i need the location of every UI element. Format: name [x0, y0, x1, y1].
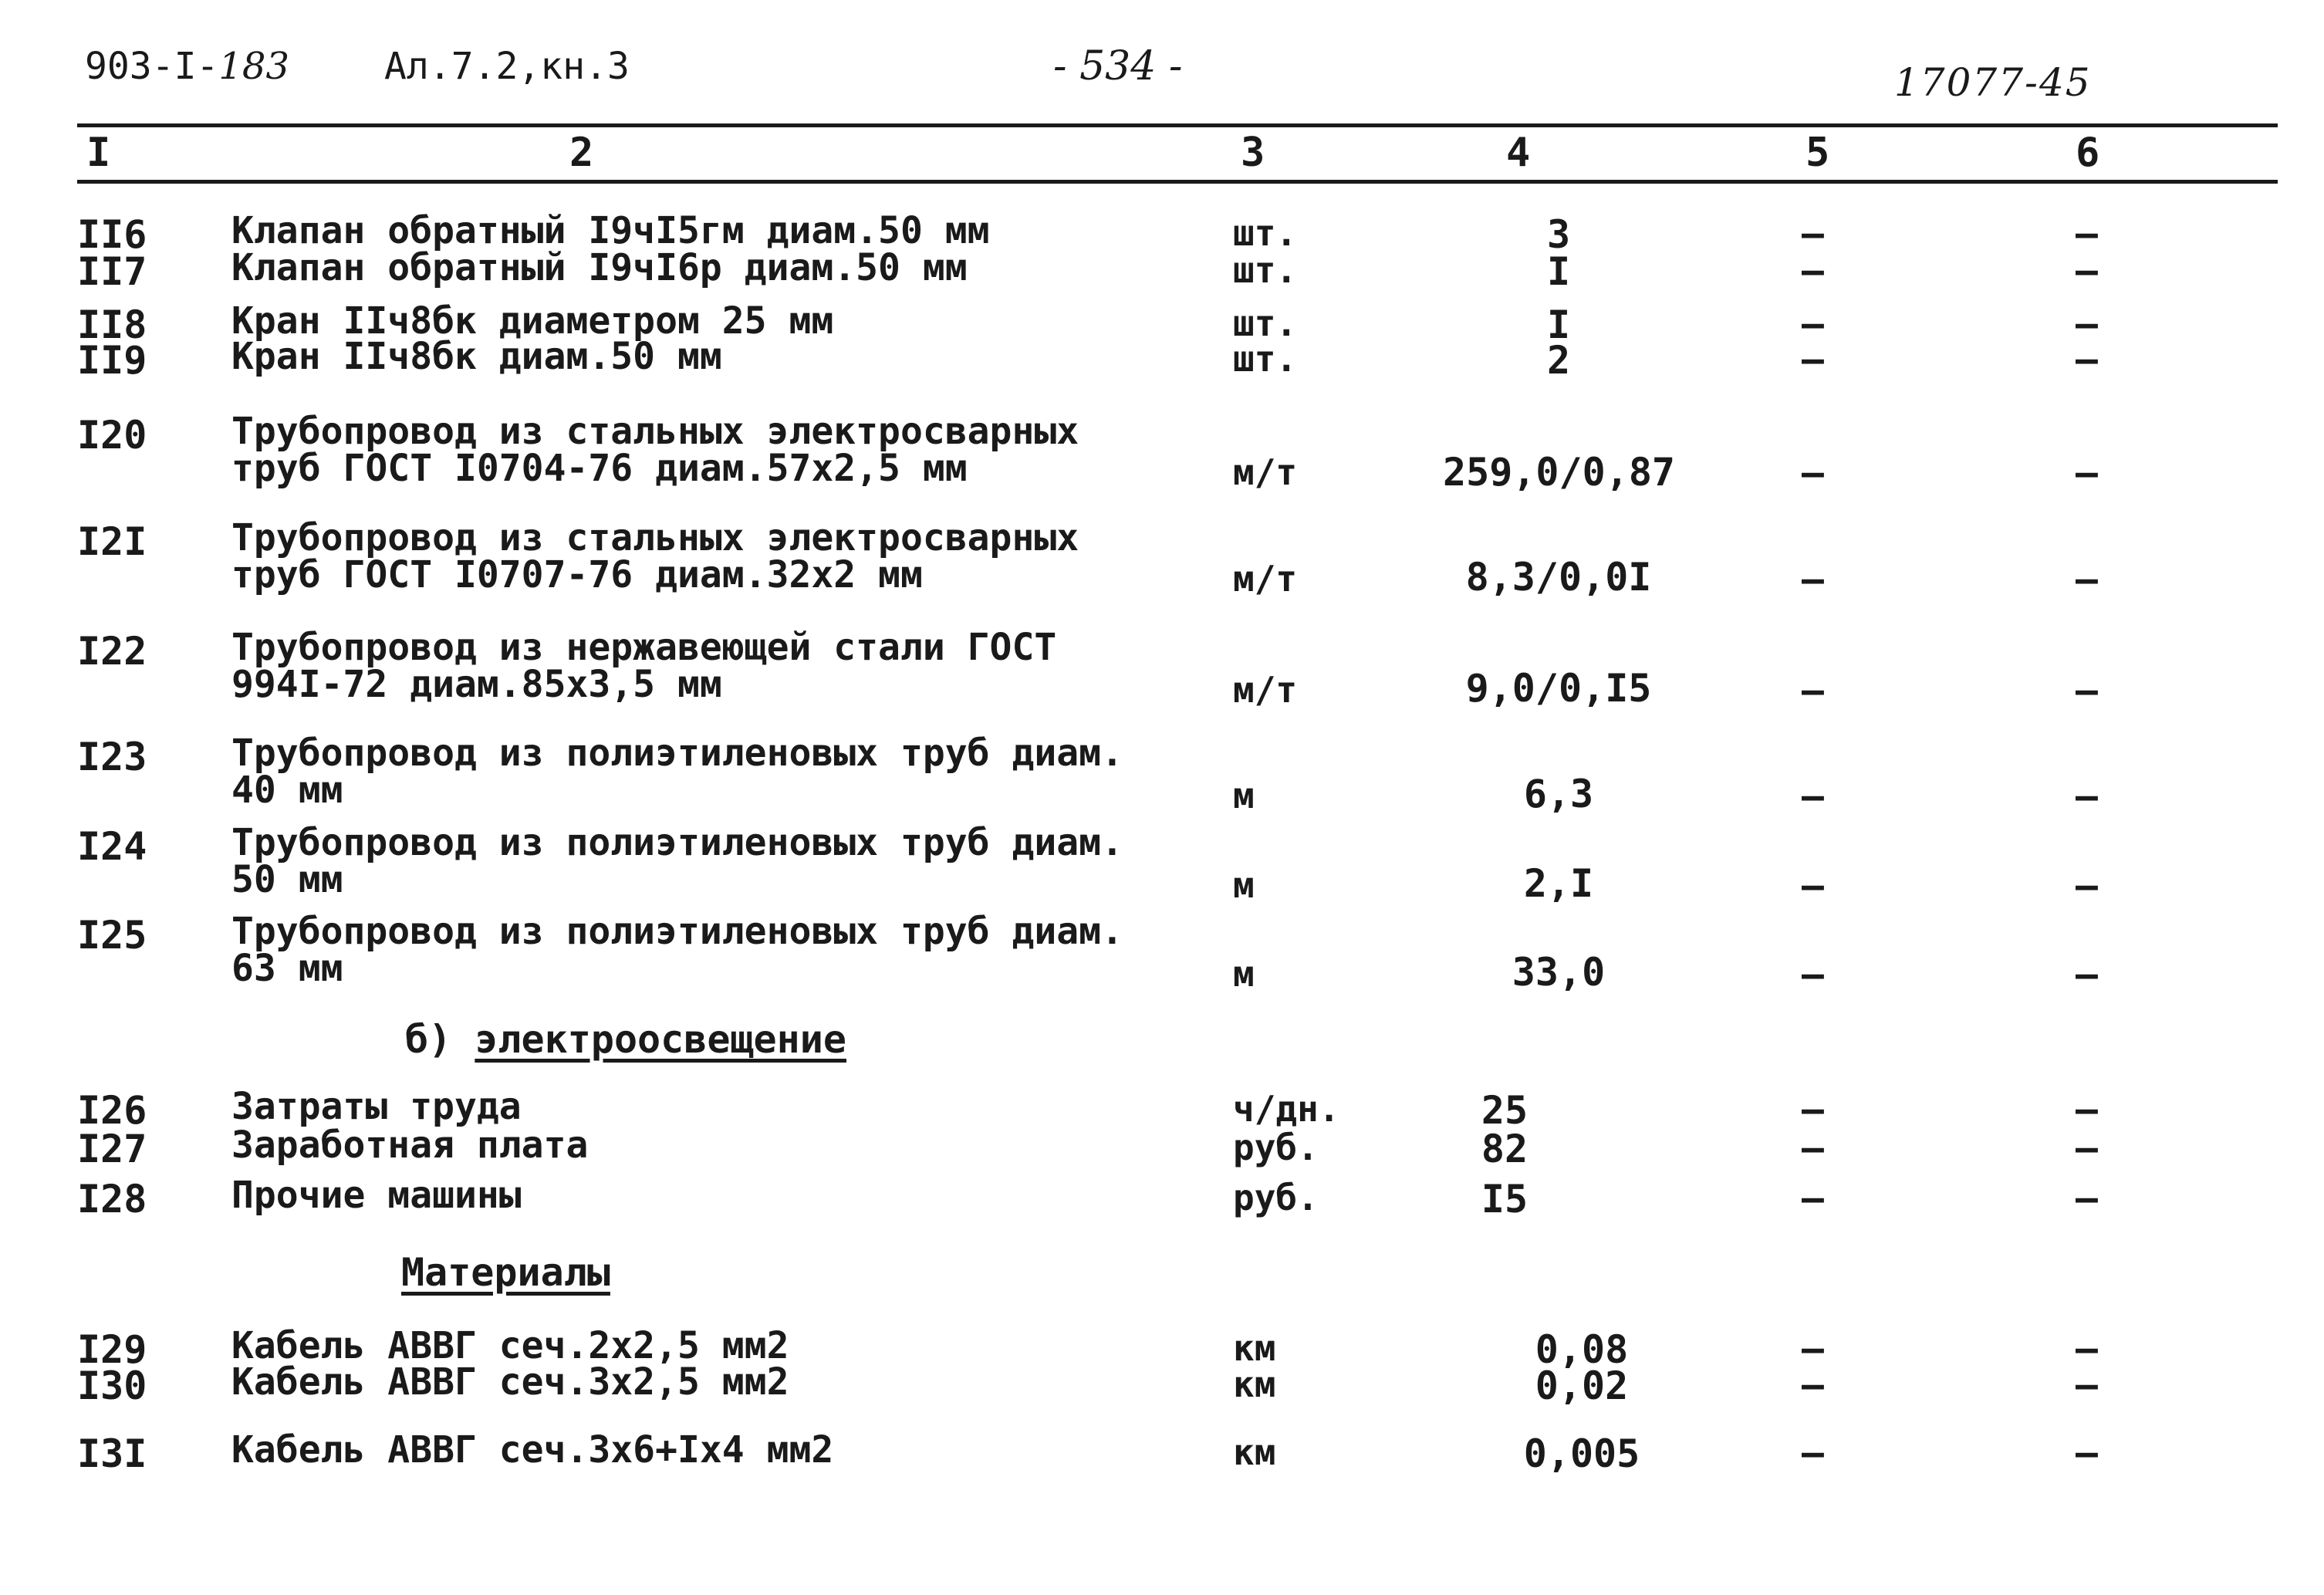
project-code-printed: 903-I- — [85, 45, 219, 88]
column-header-2: 2 — [569, 130, 594, 176]
item-unit: шт. — [1233, 212, 1298, 254]
item-quantity: 0,005 — [1523, 1431, 1640, 1476]
item-quantity: 259,0/0,87 — [1443, 450, 1676, 495]
item-unit: м/т — [1233, 558, 1298, 600]
row-number: I26 — [77, 1088, 147, 1133]
item-unit: м — [1233, 953, 1255, 995]
row-number: II8 — [77, 302, 147, 347]
item-unit: м — [1233, 775, 1255, 816]
item-name: Прочие машины — [231, 1174, 522, 1217]
column-6-value: – — [2076, 669, 2098, 712]
column-5-value: – — [1802, 953, 1824, 996]
item-quantity: 2 — [1546, 338, 1571, 383]
item-quantity: 6,3 — [1523, 772, 1594, 816]
column-5-value: – — [1802, 669, 1824, 712]
section-title: электроосвещение — [475, 1017, 846, 1062]
item-unit: руб. — [1233, 1177, 1319, 1218]
column-5-value: – — [1802, 1327, 1824, 1370]
page-number: - 534 - — [1053, 43, 1183, 90]
column-6-value: – — [2076, 1177, 2098, 1220]
item-quantity: I — [1546, 249, 1571, 294]
item-unit: км — [1233, 1364, 1276, 1405]
column-header-6: 6 — [2076, 130, 2100, 176]
row-number: I28 — [77, 1177, 147, 1222]
item-quantity: 3 — [1546, 212, 1571, 257]
column-6-value: – — [2076, 1127, 2098, 1170]
item-unit: м/т — [1233, 669, 1298, 711]
row-number: I24 — [77, 824, 147, 869]
item-unit: м/т — [1233, 451, 1298, 493]
column-6-value: – — [2076, 302, 2098, 346]
column-6-value: – — [2076, 864, 2098, 907]
item-unit: км — [1233, 1327, 1276, 1369]
column-6-value: – — [2076, 1364, 2098, 1407]
item-name: Кран IIч8бк диаметром 25 мм — [231, 299, 834, 343]
item-name: Клапан обратный I9чI6р диам.50 мм — [231, 246, 968, 289]
item-name: Кабель АВВГ сеч.3х2,5 мм2 — [231, 1360, 789, 1404]
item-name: Заработная плата — [231, 1124, 589, 1167]
row-number: I2I — [77, 519, 147, 564]
row-number: I20 — [77, 413, 147, 458]
header-bottom-rule — [77, 180, 2278, 184]
item-name: Клапан обратный I9чI5гм диам.50 мм — [231, 209, 990, 252]
column-5-value: – — [1802, 249, 1824, 292]
column-6-value: – — [2076, 558, 2098, 601]
inventory-number: 17077-45 — [1894, 60, 2092, 105]
item-quantity: 9,0/0,I5 — [1465, 666, 1652, 711]
item-quantity: 33,0 — [1512, 950, 1606, 995]
row-number: I29 — [77, 1327, 147, 1372]
column-header-3: 3 — [1241, 130, 1265, 176]
item-quantity: 82 — [1481, 1127, 1529, 1171]
item-unit: шт. — [1233, 249, 1298, 291]
row-number: I22 — [77, 629, 147, 674]
row-number: I3I — [77, 1431, 147, 1476]
item-name: Кабель АВВГ сеч.3х6+Iх4 мм2 — [231, 1428, 834, 1472]
column-5-value: – — [1802, 451, 1824, 495]
column-5-value: – — [1802, 775, 1824, 818]
row-number: I30 — [77, 1364, 147, 1408]
item-name: Кабель АВВГ сеч.2х2,5 мм2 — [231, 1324, 789, 1367]
item-unit: руб. — [1233, 1127, 1319, 1168]
section-prefix: б) — [405, 1017, 452, 1062]
column-6-value: – — [2076, 775, 2098, 818]
row-number: I23 — [77, 735, 147, 779]
column-5-value: – — [1802, 1127, 1824, 1170]
project-code — [85, 45, 289, 88]
column-5-value: – — [1802, 864, 1824, 907]
column-5-value: – — [1802, 1364, 1824, 1407]
header-top-rule — [77, 123, 2278, 127]
item-unit: м — [1233, 864, 1255, 906]
item-quantity: 0,08 — [1535, 1327, 1629, 1372]
item-name: Трубопровод из стальных электросварных труб ГОСТ I0707-76 диам.32х2 мм — [231, 516, 1079, 596]
column-6-value: – — [2076, 953, 2098, 996]
item-name: Трубопровод из стальных электросварных труб ГОСТ I0704-76 диам.57х2,5 мм — [231, 410, 1079, 490]
column-header-4: 4 — [1506, 130, 1531, 176]
column-5-value: – — [1802, 302, 1824, 346]
item-quantity: I — [1546, 302, 1571, 347]
section-heading-lighting — [405, 1017, 846, 1062]
column-5-value: – — [1802, 212, 1824, 255]
column-5-value: – — [1802, 1177, 1824, 1220]
column-5-value: – — [1802, 1088, 1824, 1131]
column-6-value: – — [2076, 212, 2098, 255]
row-number: I27 — [77, 1127, 147, 1171]
column-header-1: I — [86, 130, 111, 176]
item-quantity: 8,3/0,0I — [1465, 555, 1652, 600]
item-unit: шт. — [1233, 338, 1298, 380]
column-header-5: 5 — [1805, 130, 1830, 176]
item-unit: ч/дн. — [1233, 1088, 1340, 1130]
item-name: Кран IIч8бк диам.50 мм — [231, 335, 722, 378]
item-name: Затраты труда — [231, 1085, 522, 1128]
item-unit: км — [1233, 1431, 1276, 1473]
column-5-value: – — [1802, 338, 1824, 381]
item-quantity: 2,I — [1523, 861, 1594, 906]
item-name: Трубопровод из полиэтиленовых труб диам. 40 мм — [231, 732, 1123, 812]
item-quantity: 25 — [1481, 1088, 1529, 1133]
column-6-value: – — [2076, 1088, 2098, 1131]
row-number: I25 — [77, 913, 147, 958]
materials-title: Материалы — [401, 1250, 610, 1295]
album-reference: Ал.7.2,кн.3 — [384, 45, 630, 88]
column-6-value: – — [2076, 451, 2098, 495]
column-6-value: – — [2076, 338, 2098, 381]
row-number: II9 — [77, 338, 147, 383]
column-6-value: – — [2076, 1431, 2098, 1475]
item-quantity: I5 — [1481, 1177, 1529, 1222]
item-quantity: 0,02 — [1535, 1364, 1629, 1408]
column-6-value: – — [2076, 249, 2098, 292]
item-name: Трубопровод из полиэтиленовых труб диам. 50 мм — [231, 821, 1123, 901]
column-5-value: – — [1802, 558, 1824, 601]
row-number: II6 — [77, 212, 147, 257]
item-name: Трубопровод из полиэтиленовых труб диам. 63 мм — [231, 910, 1123, 990]
item-unit: шт. — [1233, 302, 1298, 344]
item-name: Трубопровод из нержавеющей стали ГОСТ 994I-72 диам.85х3,5 мм — [231, 626, 1057, 706]
column-5-value: – — [1802, 1431, 1824, 1475]
materials-heading — [401, 1250, 610, 1295]
column-6-value: – — [2076, 1327, 2098, 1370]
row-number: II7 — [77, 249, 147, 294]
project-code-handwritten: 183 — [218, 45, 290, 88]
